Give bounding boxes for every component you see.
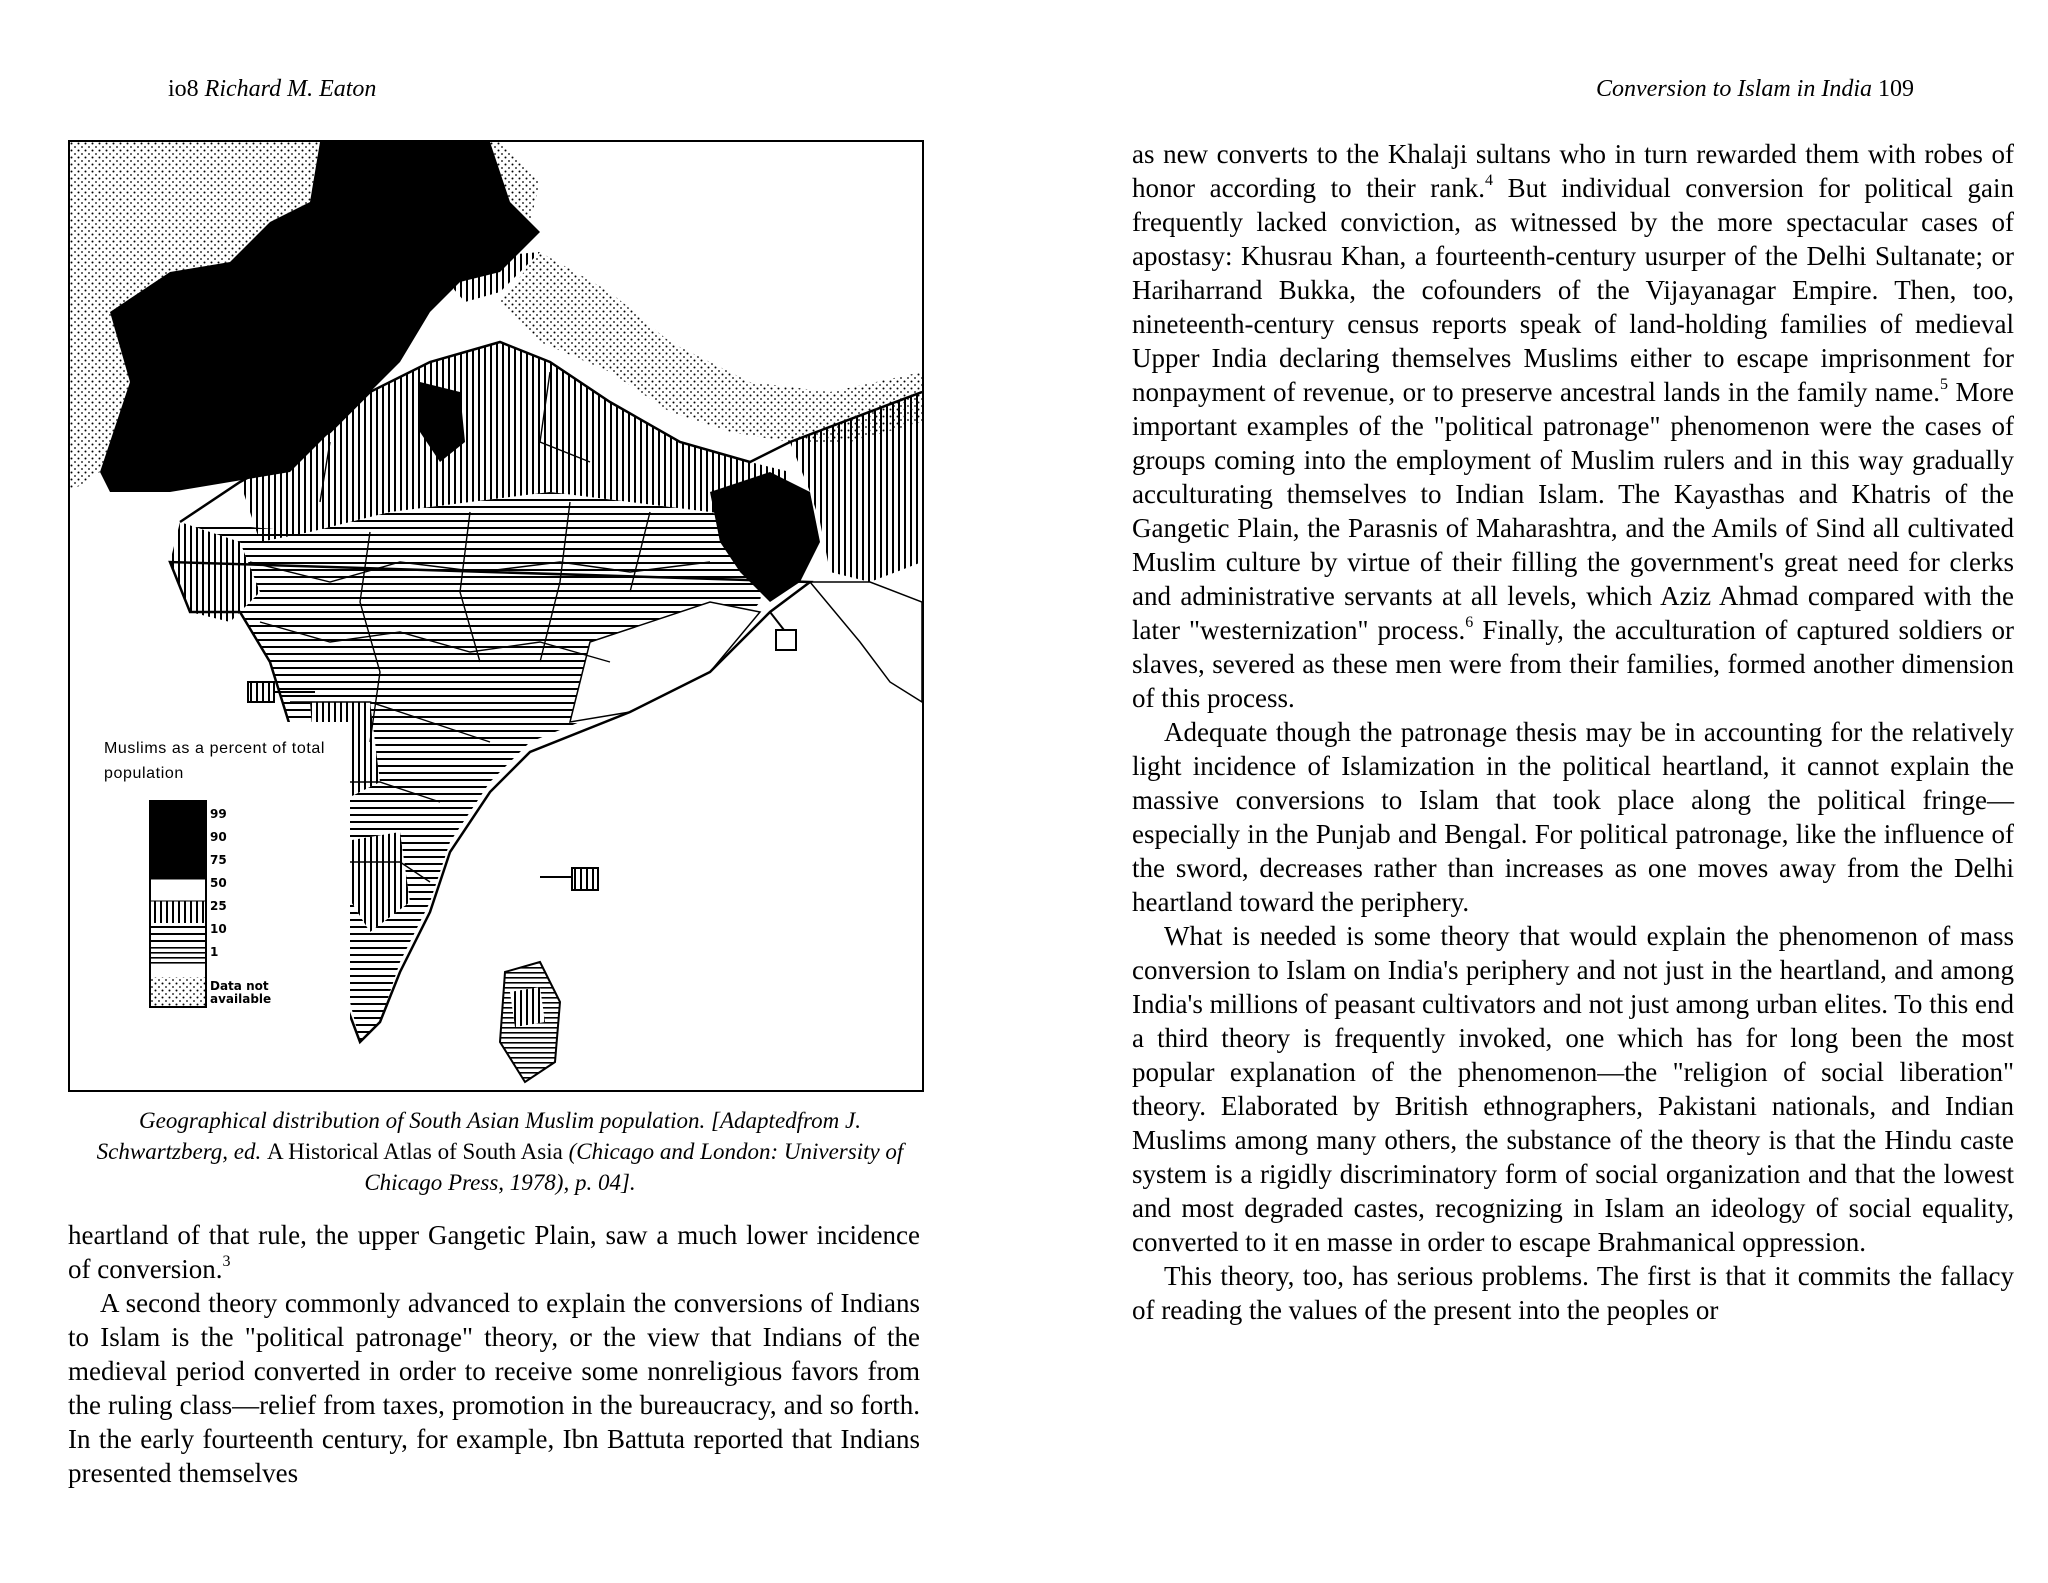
paragraph-text: More important examples of the "political patronage" phenomenon were the cases of groups coming into the employment of Muslim rulers and in this way gradually acculturating themselves to Indian Islam. The Kayasthas and Khatris of the Gangetic Plain, the Parasnis of Maharashtra, and the Amils of Sind all cultivated Muslim culture by virtue of their filling the government's great need for clerks and administrative servants at all levels, which Aziz Ahmad compared with the later "westernization" process. — [1132, 377, 2014, 645]
legend-label-90: 90 — [210, 830, 227, 844]
caption-segment: A Historical Atlas of South Asia — [267, 1139, 569, 1164]
right-page — [1024, 0, 2048, 1583]
legend-scale — [150, 801, 206, 1007]
footnote-reference[interactable]: 6 — [1465, 614, 1474, 631]
paragraph — [1132, 1259, 2014, 1327]
right-body-text — [1132, 137, 2014, 1327]
legend-label-50: 50 — [210, 876, 227, 890]
paragraph-text: Finally, the acculturation of captured soldiers or slaves, severed as these men were from their families, formed another dimension of this process. — [1132, 615, 2014, 713]
paragraph-text: as new converts to the Khalaji sultans who in turn rewarded them with robes of honor according to their rank. — [1132, 139, 2014, 203]
chapter-title: Conversion to Islam in India — [1596, 76, 1872, 102]
legend-label-25: 25 — [210, 899, 227, 913]
paragraph — [1132, 137, 2014, 715]
paragraph — [1132, 715, 2014, 919]
legend-title: Muslims as a percent of total population — [104, 740, 326, 782]
legend-label-99: 99 — [210, 807, 227, 821]
footnote-reference[interactable]: 5 — [1940, 376, 1949, 393]
footnote-reference[interactable]: 4 — [1485, 172, 1494, 189]
caption-segment: (Chicago and London: University of Chicago Press, 1978), p. 04]. — [364, 1139, 904, 1195]
right-running-head — [1596, 76, 1914, 103]
right-page-number: 109 — [1878, 76, 1914, 102]
paragraph-text: But individual conversion for political gain frequently lacked conviction, as witnessed by the more spectacular cases of apostasy: Khusrau Khan, a fourteenth-century usurper of the Delhi Sultanate; or Hariharrand Bukka, the cofounders of the Vijayanagar Empire. Then, too, nineteenth-century census reports speak of land-holding families of medieval Upper India declaring themselves Muslims either to escape imprisonment for nonpayment of revenue, or to preserve ancestral lands in the family name. — [1132, 173, 2014, 407]
paragraph-text: heartland of that rule, the upper Gangetic Plain, saw a much lower incidence of conversion. — [68, 1220, 920, 1284]
legend-label-10: 10 — [210, 922, 227, 936]
footnote-reference[interactable]: 3 — [222, 1253, 231, 1270]
author-name: Richard M. Eaton — [204, 76, 377, 102]
muslim-population-map — [68, 140, 924, 1092]
region-burma-border — [810, 582, 922, 702]
paragraph — [1132, 919, 2014, 1259]
paragraph — [68, 1286, 920, 1490]
legend-pointer-bengal — [770, 612, 796, 650]
figure-caption — [80, 1105, 920, 1198]
legend-label-1: 1 — [210, 945, 219, 959]
legend-pointer-south — [540, 868, 598, 890]
legend-label-75: 75 — [210, 853, 227, 867]
paragraph-text: What is needed is some theory that would explain the phenomenon of mass conversion to Islam on India's periphery and not just in the heartland, and among India's millions of peasant cultivators and not just among urban elites. To this end a third theory is frequently invoked, one which has for long been the most popular explanation of the phenomenon—the "religion of social liberation" theory. Elaborated by British ethnographers, Pakistani nationals, and Indian Muslims among many others, the substance of the theory is that the Hindu caste system is a rigidly discriminatory form of social organization and that the lowest and most degraded castes, recognizing in Islam an ideology of social equality, converted to it en masse in order to escape Brahmanical oppression. — [1132, 921, 2014, 1257]
left-running-head — [168, 76, 376, 103]
paragraph-text: This theory, too, has serious problems. The first is that it commits the fallacy of reading the values of the present into the peoples or — [1132, 1261, 2014, 1325]
caption-segment: Geographical distribution of South Asian Muslim population. [Adaptedfrom J. Schwartzberg, ed. — [96, 1108, 861, 1164]
left-page-number: io8 — [168, 76, 199, 102]
paragraph-text: Adequate though the patronage thesis may be in accounting for the relatively light incidence of Islamization in the political heartland, it cannot explain the massive conversions to Islam that took place along the political fringe—especially in the Punjab and Bengal. For political patronage, like the influence of the sword, decreases rather than increases as one moves away from the Delhi heartland toward the periphery. — [1132, 717, 2014, 917]
left-body-text — [68, 1218, 920, 1490]
south-asia-map — [70, 142, 922, 1090]
paragraph-text: A second theory commonly advanced to explain the conversions of Indians to Islam is the "political patronage" theory, or the view that Indians of the medieval period converted in order to receive some nonreligious favors from the ruling class—relief from taxes, promotion in the bureaucracy, and so forth. In the early fourteenth century, for example, Ibn Battuta reported that Indians presented themselves — [68, 1288, 920, 1488]
legend-label-not-available: Data not available — [210, 979, 272, 1006]
paragraph — [68, 1218, 920, 1286]
